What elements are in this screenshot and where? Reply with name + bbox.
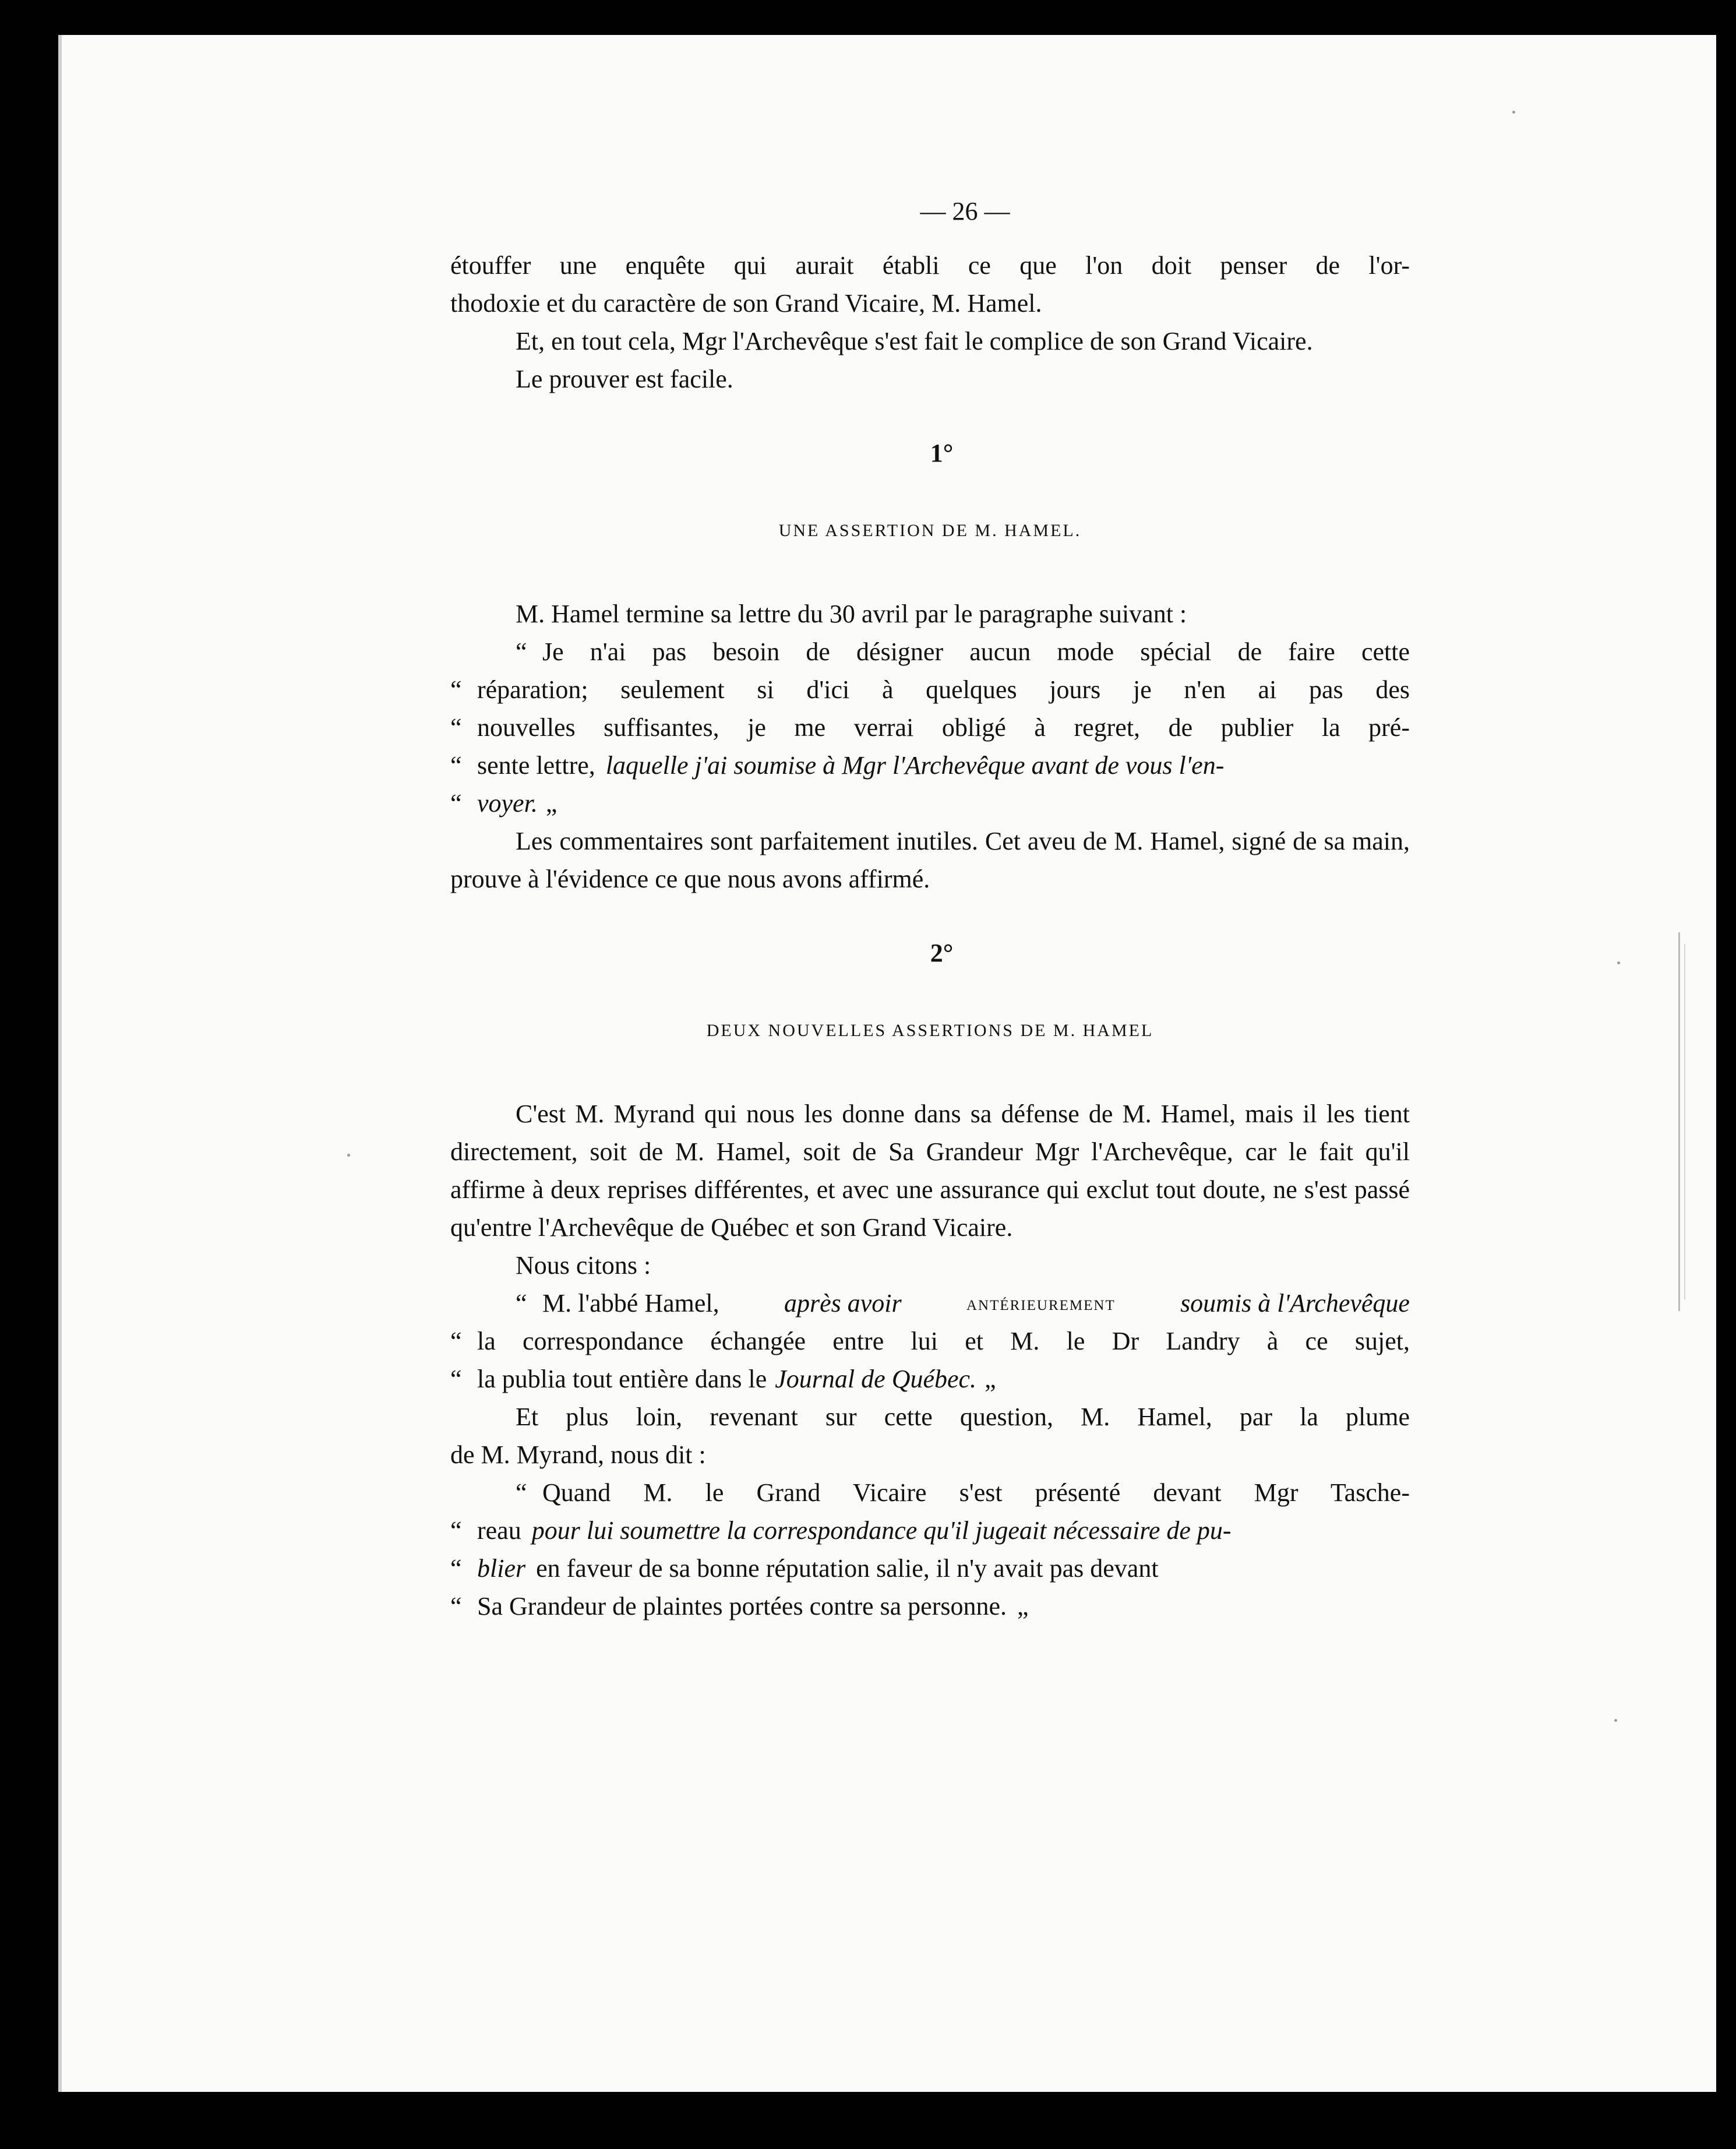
quote-mark: “ — [450, 789, 462, 818]
quote-text: réparation; seulement si d'ici à quelques jours je n'en ai pas des — [477, 675, 1410, 704]
quote-italic-text: blier — [477, 1554, 526, 1583]
quote-mark: “ — [450, 1554, 462, 1583]
section-1-comment: Les commentaires sont parfaitement inutiles. Cet aveu de M. Hamel, signé de sa main, prouve à l'évidence ce que nous avons affirmé. — [450, 827, 1410, 893]
quote-line — [450, 1512, 1410, 1549]
quote-line — [450, 1322, 1410, 1360]
section-2-number: 2° — [930, 939, 954, 967]
quote-smallcaps-text: antérieurement — [966, 1291, 1116, 1315]
quote-text: Sa Grandeur de plaintes portées contre sa personne. — [477, 1592, 1007, 1620]
section-1-number: 1° — [930, 439, 954, 467]
section-2-paragraph-1: C'est M. Myrand qui nous les donne dans sa défense de M. Hamel, mais il les tient directement, soit de M. Hamel, soit de Sa Grandeur Mgr l'Archevêque, car le fait qu'il affirme à deux reprises différentes, et avec une assurance qui exclut tout doute, ne s'est passé qu'entre l'Archevêque de Québec et son Grand Vicaire. — [450, 1100, 1410, 1242]
quote-line — [450, 633, 1410, 671]
section-2-paragraph-2-line-2: de M. Myrand, nous dit : — [450, 1440, 706, 1469]
quote-mark: “ — [450, 1365, 462, 1393]
quote-mark: “ — [450, 1516, 462, 1545]
intro-paragraph-2: Et, en tout cela, Mgr l'Archevêque s'est fait le complice de son Grand Vicaire. — [516, 327, 1313, 355]
quote-text: la correspondance échangée entre lui et M. le Dr Landry à ce sujet, — [477, 1327, 1410, 1355]
intro-line — [450, 246, 1410, 284]
scan-speck — [1614, 1719, 1617, 1722]
quote-mark: “ — [516, 1289, 527, 1317]
quote-close-mark: „ — [985, 1365, 996, 1393]
quote-text: la publia tout entière dans le — [477, 1365, 767, 1393]
intro-line-2: thodoxie et du caractère de son Grand Vicaire, M. Hamel. — [450, 289, 1042, 318]
quote-line — [450, 709, 1410, 746]
quote-text: M. l'abbé Hamel, — [542, 1289, 719, 1317]
page-edge-line — [1678, 932, 1680, 1311]
quote-text: reau — [477, 1516, 521, 1545]
intro-paragraph-3: Le prouver est facile. — [516, 365, 733, 393]
quote-text: en faveur de sa bonne réputation salie, il n'y avait pas devant — [536, 1554, 1159, 1583]
quote-italic-text: voyer. — [477, 789, 538, 818]
scan-speck — [1617, 961, 1620, 964]
quote-line — [450, 1284, 1410, 1322]
page-number: — 26 — — [920, 197, 1010, 226]
quote-mark: “ — [450, 713, 462, 742]
quote-text: Je n'ai pas besoin de désigner aucun mode spécial de faire cette — [542, 637, 1410, 666]
section-2-heading: DEUX NOUVELLES ASSERTIONS DE M. HAMEL — [706, 1021, 1154, 1040]
quote-text: nouvelles suffisantes, je me verrai obligé à regret, de publier la pré- — [477, 713, 1410, 742]
section-1-lead: M. Hamel termine sa lettre du 30 avril par le paragraphe suivant : — [516, 600, 1187, 628]
quote-mark: “ — [516, 637, 527, 666]
quote-text: Quand M. le Grand Vicaire s'est présenté devant Mgr Tasche- — [542, 1478, 1410, 1507]
quote-close-mark: „ — [1017, 1592, 1029, 1620]
quote-mark: “ — [450, 751, 462, 780]
quote-italic-text: soumis à l'Archevêque — [1180, 1289, 1410, 1317]
quote-line — [450, 746, 1410, 784]
quote-mark: “ — [516, 1478, 527, 1507]
intro-line-1: étouffer une enquête qui aurait établi ce que l'on doit penser de l'or- — [450, 251, 1410, 280]
section-2-citons: Nous citons : — [516, 1251, 651, 1280]
quote-text: sente lettre, — [477, 751, 595, 780]
quote-mark: “ — [450, 675, 462, 704]
section-2-paragraph-2-line-1: Et plus loin, revenant sur cette question, M. Hamel, par la plume — [516, 1403, 1410, 1431]
scan-speck — [1512, 111, 1515, 114]
section-1-heading: UNE ASSERTION DE M. HAMEL. — [778, 521, 1082, 540]
quote-italic-text: laquelle j'ai soumise à Mgr l'Archevêque avant de vous l'en- — [605, 751, 1225, 780]
scan-speck — [347, 1154, 350, 1157]
quote-line — [450, 784, 1410, 822]
quote-italic-text: après avoir — [784, 1289, 902, 1317]
page-edge-line-inner — [1684, 944, 1685, 1299]
quote-close-mark: „ — [545, 789, 558, 818]
quote-line — [450, 1474, 1410, 1512]
document-body — [450, 192, 1410, 1625]
quote-italic-text: Journal de Québec. — [775, 1365, 977, 1393]
quote-line — [450, 671, 1410, 709]
quote-line — [450, 1549, 1410, 1587]
quote-line — [450, 1360, 1410, 1398]
quote-line — [450, 1587, 1410, 1625]
quote-italic-text: pour lui soumettre la correspondance qu'il jugeait nécessaire de pu- — [531, 1516, 1232, 1545]
quote-mark: “ — [450, 1327, 462, 1355]
quote-mark: “ — [450, 1592, 462, 1620]
